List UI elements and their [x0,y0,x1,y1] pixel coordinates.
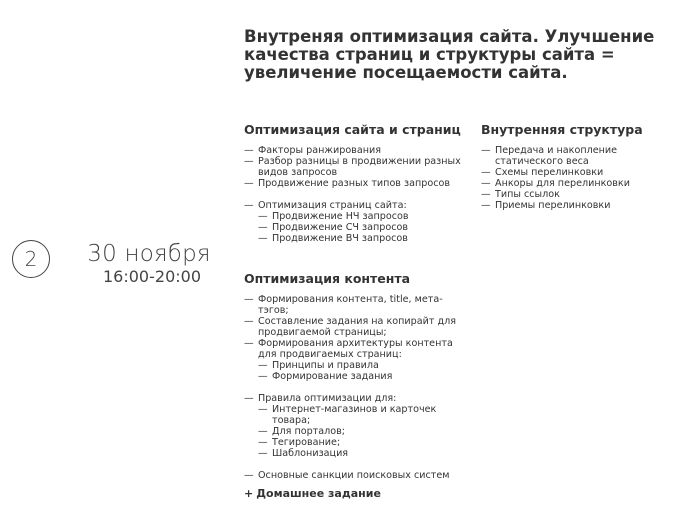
section-structure [481,122,685,211]
sub-list-item: — Продвижение СЧ запросов [258,222,476,233]
sub-list [258,404,466,459]
list-item: — Факторы ранжирования [244,145,476,156]
list-item: — Формирования контента, title, мета-тэгов; [244,294,466,316]
section-site-pages [244,122,476,244]
sub-list [258,211,476,244]
list-item-label: Оптимизация страниц сайта: [258,200,407,211]
topic-list [244,294,466,481]
list-item: — Составление задания на копирайт для продвигаемой страницы; [244,316,466,338]
list-item: — Продвижение разных типов запросов [244,178,476,189]
sub-list-item: — Продвижение НЧ запросов [258,211,476,222]
lesson-time: 16:00-20:00 [103,267,201,286]
list-item: — Схемы перелинковки [481,167,685,178]
lesson-date-block [78,240,220,286]
section-title: Оптимизация сайта и страниц [244,122,461,137]
sub-list-item: — Тегирование; [258,437,466,448]
lesson-date: 30 ноября [87,241,211,267]
list-item: — Основные санкции поисковых систем [244,470,466,481]
list-item-label: Формирования архитектуры контента для продвигаемых страниц: [258,338,453,360]
sub-list-item: — Формирование задания [258,371,466,382]
lesson-headline: Внутреняя оптимизация сайта. Улучшение качества страниц и структуры сайта = увеличение посещаемости сайта. [244,27,655,82]
list-item: — Анкоры для перелинковки [481,178,685,189]
topic-list [481,145,685,211]
list-item: — Типы ссылок [481,189,685,200]
lesson-number: 2 [24,247,38,271]
homework-label [244,487,381,500]
topic-list [244,145,476,244]
list-item: — Разбор разницы в продвижении разных видов запросов [244,156,476,178]
section-title: Оптимизация контента [244,271,411,286]
list-item [244,393,466,459]
section-content [244,271,466,481]
lesson-number-badge [12,240,50,278]
list-item: — Приемы перелинковки [481,200,685,211]
sub-list [258,360,466,382]
sub-list-item: — Шаблонизация [258,448,466,459]
list-item: — Передача и накопление статического веса [481,145,685,167]
sub-list-item: — Продвижение ВЧ запросов [258,233,476,244]
list-item [244,200,476,244]
list-item-label: Правила оптимизации для: [258,393,397,404]
plus-icon: + [244,487,254,500]
section-title: Внутренняя структура [481,122,643,137]
homework-text: Домашнее задание [256,487,381,500]
sub-list-item: — Интернет-магазинов и карточек товара; [258,404,466,426]
list-item [244,338,466,382]
sub-list-item: — Для порталов; [258,426,466,437]
sub-list-item: — Принципы и правила [258,360,466,371]
